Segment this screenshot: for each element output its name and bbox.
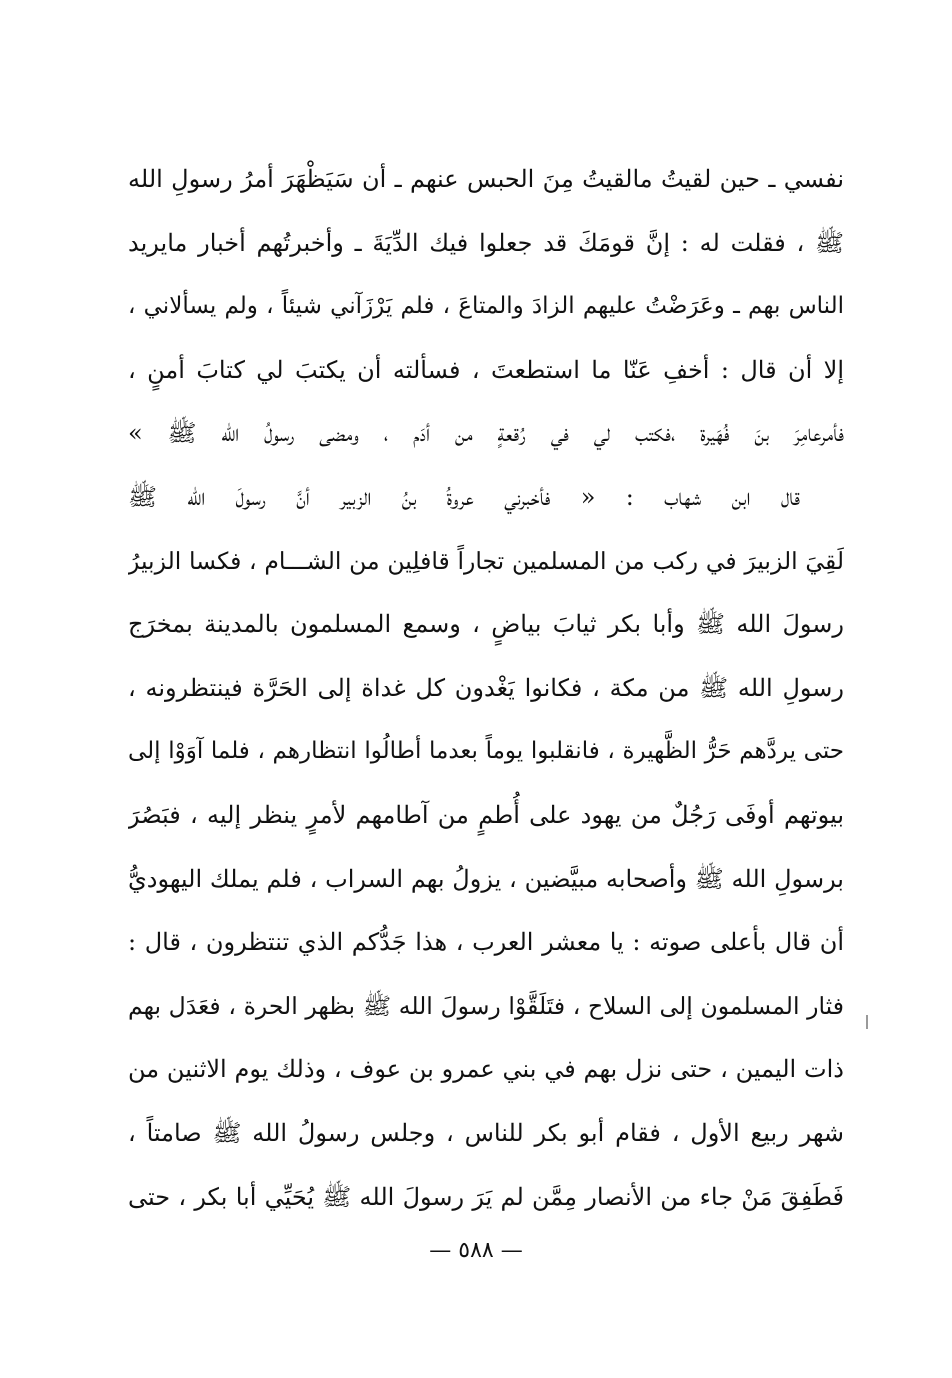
text-line: لَقِيَ الزبيرَ في ركب من المسلمين تجاراً قافلِين من الشـــام ، فكسا الزبيرُ <box>128 546 844 575</box>
page-number: — ٥٨٨ — <box>429 1238 523 1263</box>
text-line: برسولِ الله ﷺ وأصحابه مبيَّضين ، يزولُ بهم السراب ، فلم يملك اليهوديُّ <box>128 864 844 893</box>
text-line: الناس بهم ـ وعَرَضْتُ عليهم الزادَ والمتاعَ ، فلم يَرْزَآني شيئاً ، ولم يسألاني ، <box>128 293 844 320</box>
text-line: ذات اليمين ، حتى نزل بهم في بني عمرو بن عوف ، وذلك يوم الاثنين من <box>128 1055 844 1084</box>
text-line: شهر ربيع الأول ، فقام أبو بكر للناس ، وجلس رسولُ الله ﷺ صامتاً ، <box>128 1118 844 1147</box>
text-line: رسولِ الله ﷺ من مكة ، فكانوا يَغْدون كل غداة إلى الحَرَّة فينتظرونه ، <box>128 673 844 702</box>
text-line: حتى يردَّهم حَرُّ الظَّهيرة ، فانقلبوا يوماً بعدما أطالُوا انتظارهم ، فلما آوَوْا إلى <box>128 738 844 765</box>
text-line: رسولَ الله ﷺ وأبا بكر ثيابَ بياضٍ ، وسمع المسلمون بالمدينة بمخرَج <box>128 610 844 639</box>
text-line: أن قال بأعلى صوته : يا معشر العرب ، هذا جَدُّكم الذي تنتظرون ، قال : <box>128 928 844 957</box>
text-line: إلا أن قال : أخفِ عَنّا ما استطعتَ ، فسألته أن يكتبَ لي كتابَ أمنٍ ، <box>128 355 844 384</box>
text-line: نفسي ـ حين لقيتُ مالقيتُ مِنَ الحبس عنهم ـ أن سَيَظْهَرَ أمرُ رسولِ الله <box>128 165 844 193</box>
body-text <box>128 148 844 1229</box>
text-line: فَطَفِقَ مَنْ جاء من الأنصار مِمَّن لم يَرَ رسولَ الله ﷺ يُحَيِّي أبا بكر ، حتى <box>128 1182 844 1211</box>
text-line: فثار المسلمون إلى السلاح ، فتَلَقَّوْا رسولَ الله ﷺ بظهر الحرة ، فعَدَل بهم <box>128 991 844 1020</box>
text-line: فأمرعامِرَ بنَ فُهَيرة ،فكتب لي في رُقعةٍ من أدَم ، ومضى رسولُ الله ﷺ » <box>128 419 844 448</box>
text-line: بيوتهم أوفَى رَجُلٌ من يهود على أُطمٍ من آطامهم لأمرٍ ينظر إليه ، فبَصُرَ <box>128 800 844 829</box>
text-line: ﷺ ، فقلت له : إنَّ قومَكَ قد جعلوا فيك الدِّيَةَ ـ وأخبرتُهم أخبار مايريد <box>128 228 844 257</box>
margin-mark <box>866 1015 868 1029</box>
text-line: قال ابن شهاب : « فأخبرني عروةُ بنُ الزبير أنَّ رسولَ الله ﷺ <box>128 482 800 511</box>
